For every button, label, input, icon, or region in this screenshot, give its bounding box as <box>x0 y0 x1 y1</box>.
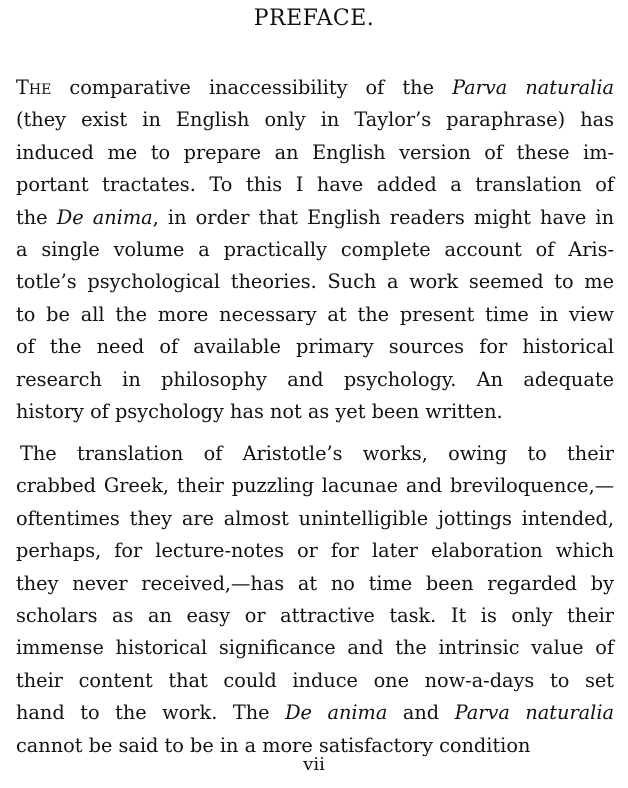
italic-title-text: De anima <box>56 205 153 229</box>
body-text: immense historical significance and the intrinsic value of <box>16 636 614 660</box>
text-line <box>16 137 614 169</box>
text-line <box>16 632 614 664</box>
text-line <box>16 535 614 567</box>
text-line <box>16 438 614 470</box>
body-text: totle’s psychological theories. Such a work seemed to me <box>16 270 614 294</box>
body-text: cannot be said to be in a more satisfactory condition <box>16 733 531 757</box>
body-text: scholars as an easy or attractive task. It is only their <box>16 603 614 627</box>
body-text: of the need of available primary sources for historical <box>16 335 614 359</box>
text-line <box>16 72 614 104</box>
preface-paragraph-1 <box>16 72 614 428</box>
text-line <box>16 299 614 331</box>
preface-paragraph-2 <box>16 438 614 762</box>
italic-title-text: Parva naturalia <box>452 76 614 99</box>
text-line <box>16 364 614 396</box>
body-text: , in order that English readers might have in <box>152 205 614 229</box>
opening-word: The <box>16 76 52 99</box>
body-text: portant tractates. To this I have added a translation of <box>16 173 614 197</box>
body-text: (they exist in English only in Taylor’s paraphrase) has <box>16 108 614 132</box>
body-text: The translation of Aristotle’s works, owing to their <box>20 442 614 465</box>
body-text: research in philosophy and psychology. An adequate <box>16 367 614 391</box>
text-line <box>16 470 614 502</box>
body-text: induced me to prepare an English version of these im- <box>16 140 614 164</box>
text-line <box>16 503 614 535</box>
text-line <box>16 234 614 266</box>
body-text: and <box>387 701 455 725</box>
body-text: a single volume a practically complete account of Aris- <box>16 237 614 261</box>
text-line <box>16 665 614 697</box>
text-line <box>16 104 614 136</box>
text-line <box>16 697 614 729</box>
text-line <box>16 169 614 201</box>
body-text: they never received,—has at no time been regarded by <box>16 571 614 595</box>
page-title: PREFACE. <box>253 6 375 31</box>
text-line <box>16 266 614 298</box>
page-number: vii <box>303 754 325 775</box>
italic-title-text: De anima <box>285 701 388 725</box>
body-text: comparative inaccessibility of the <box>51 76 453 99</box>
text-line <box>16 331 614 363</box>
body-text: to be all the more necessary at the present time in view <box>16 302 614 326</box>
text-line <box>16 396 614 428</box>
body-text: hand to the work. The <box>16 701 286 725</box>
body-text: crabbed Greek, their puzzling lacunae and breviloquence,— <box>16 474 614 498</box>
text-line <box>16 600 614 632</box>
body-text: their content that could induce one now-a-days to set <box>16 668 614 692</box>
body-text: oftentimes they are almost unintelligible jottings intended, <box>16 506 614 530</box>
italic-title-text: Parva naturalia <box>454 701 614 725</box>
text-line <box>16 202 614 234</box>
body-text: the <box>16 205 57 229</box>
text-line <box>16 568 614 600</box>
body-text: history of psychology has not as yet been written. <box>16 399 503 423</box>
body-text: perhaps, for lecture-notes or for later elaboration which <box>16 539 614 563</box>
